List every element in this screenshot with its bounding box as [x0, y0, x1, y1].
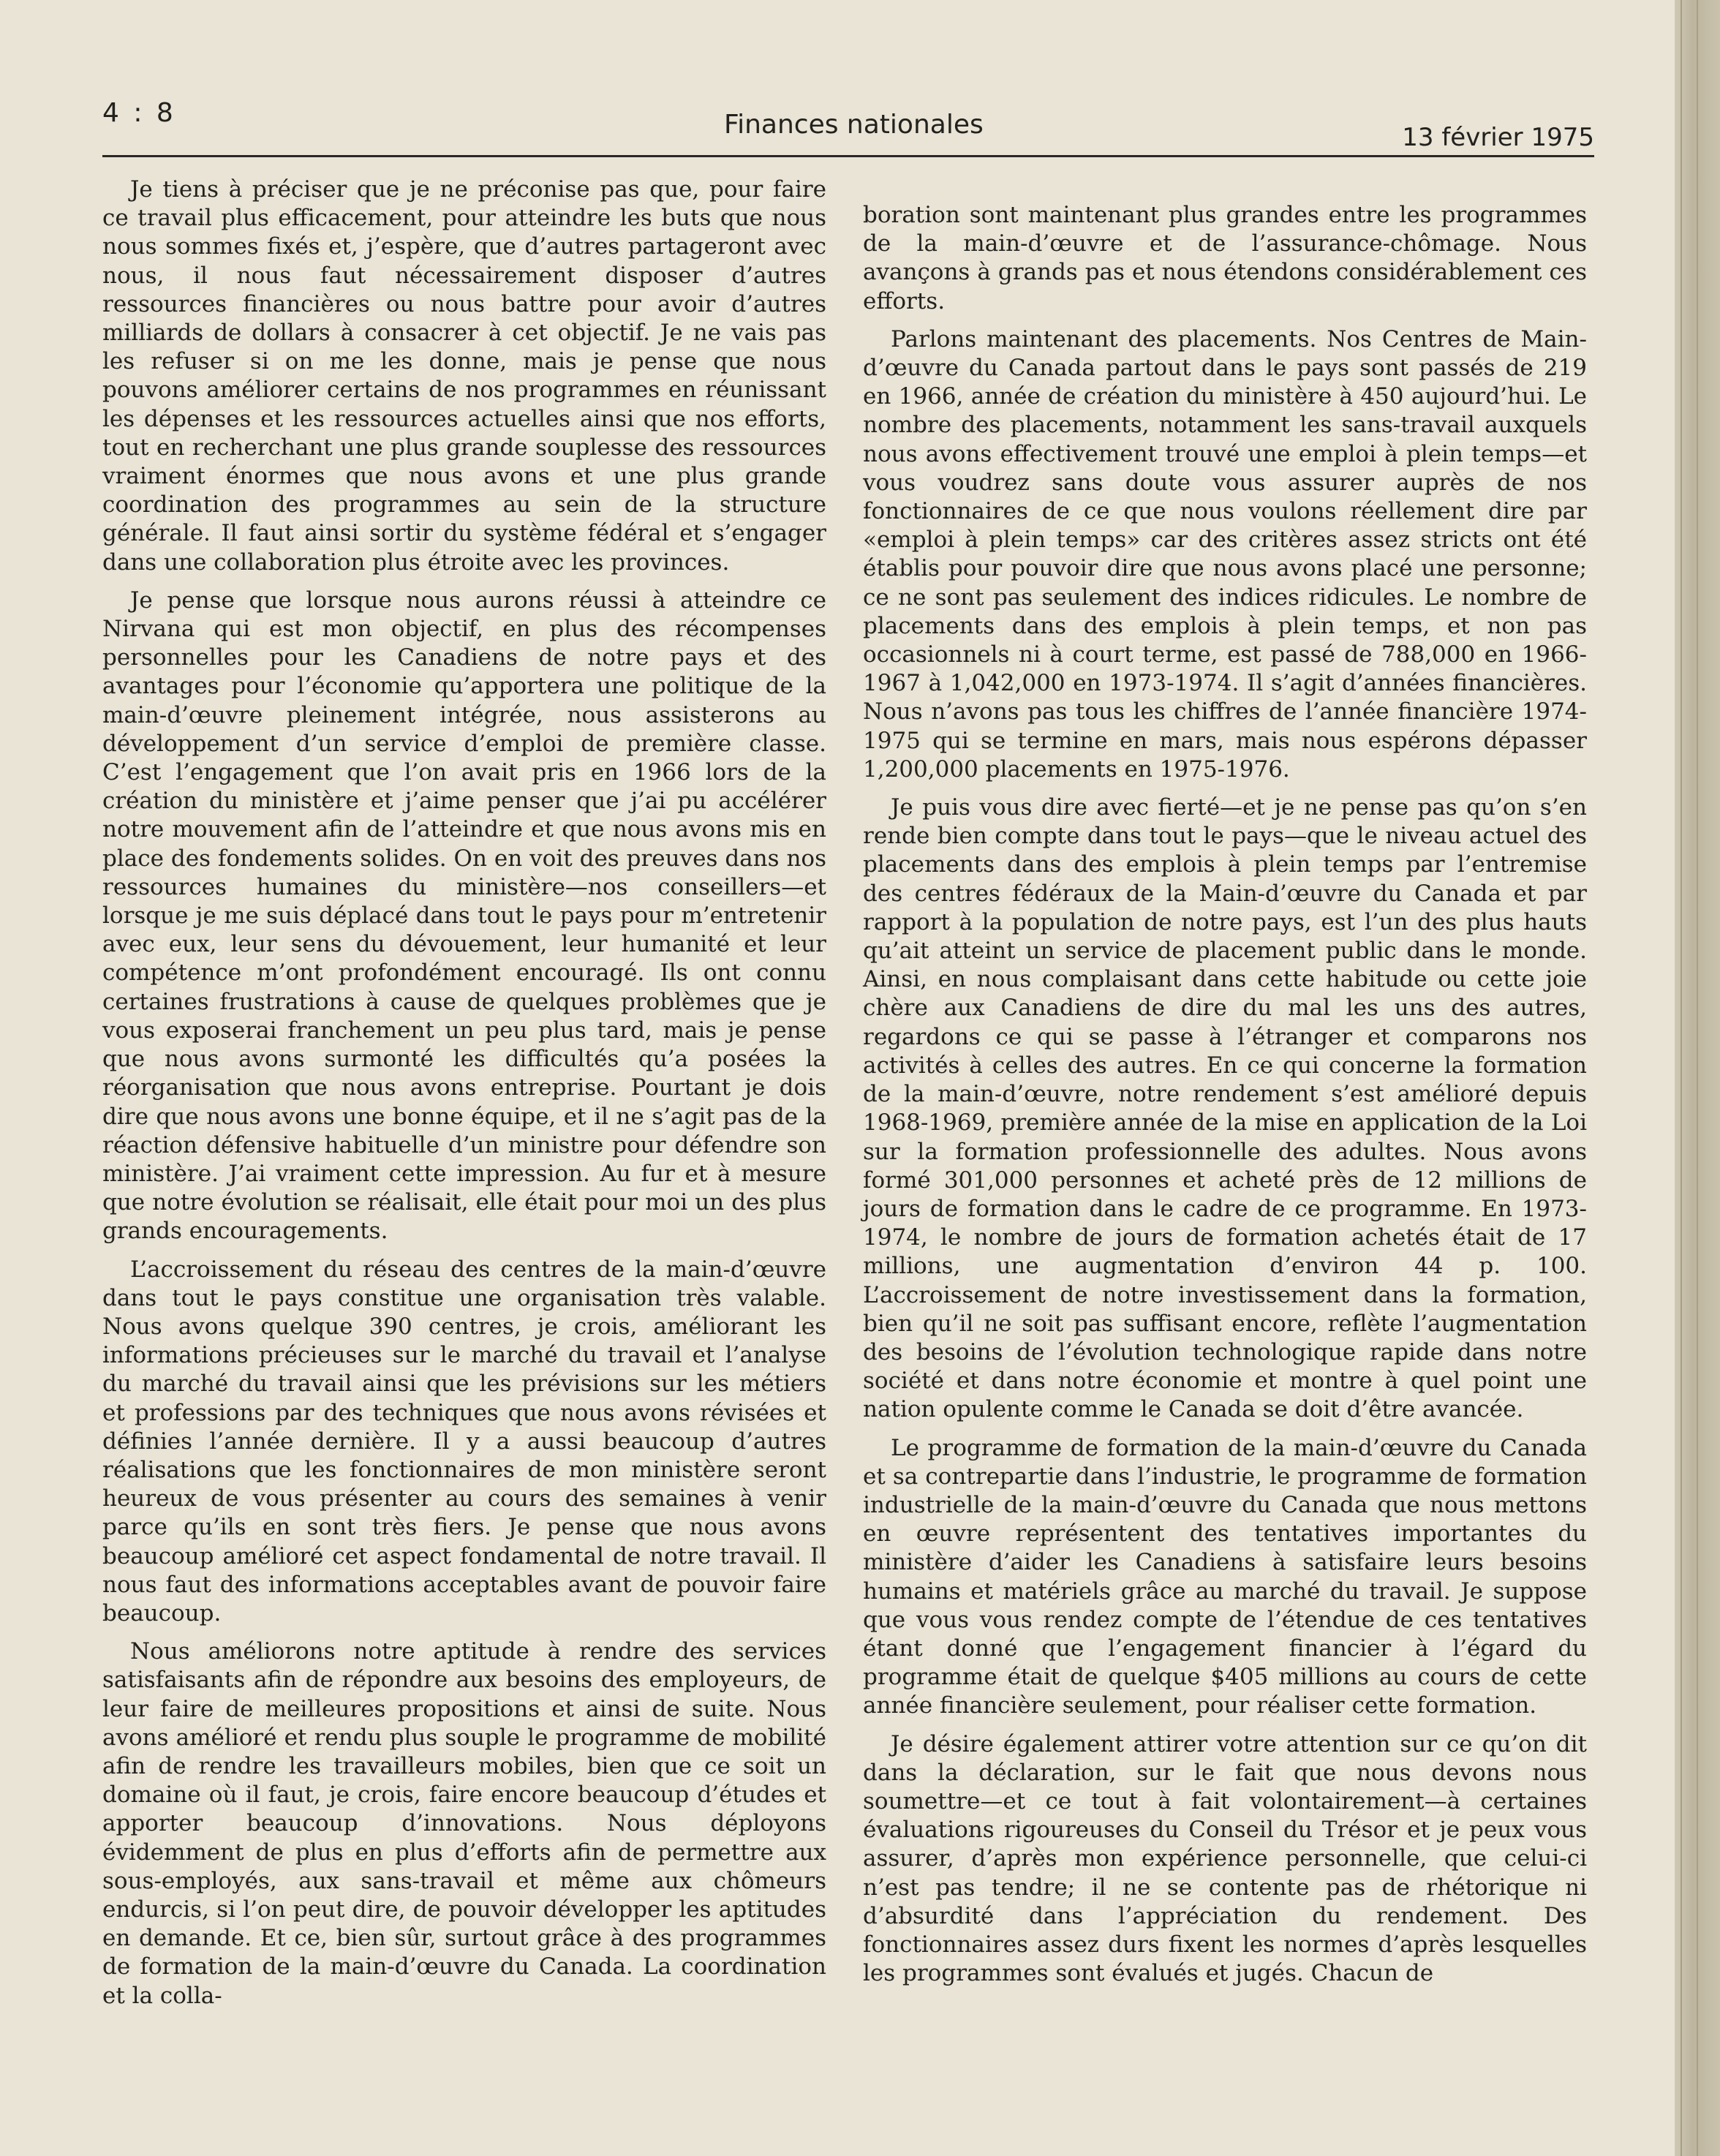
- publication-date: 13 février 1975: [1402, 123, 1594, 152]
- paragraph: Je tiens à préciser que je ne préconise pas que, pour faire ce travail plus efficacement, pour atteindre les buts que nous nous sommes fixés et, j’espère, que d’autres partageront avec nous, il nous faut nécessairement disposer d’autres ressources financières ou nous battre pour avoir d’autres milliards de dollars à consacrer à cet objectif. Je ne vais pas les refuser si on me les donne, mais je pense que nous pouvons améliorer certains de nos programmes en réunissant les dépenses et les ressources actuelles ainsi que nos efforts, tout en recherchant une plus grande souplesse des ressources vraiment énormes que nous avons et une plus grande coordination des programmes au sein de la structure générale. Il faut ainsi sortir du système fédéral et s’engager dans une collaboration plus étroite avec les provinces.: [102, 176, 826, 576]
- binding-edge: [1675, 0, 1720, 2156]
- paragraph: Le programme de formation de la main-d’œuvre du Canada et sa contrepartie dans l’industrie, le programme de formation industrielle de la main-d’œuvre du Canada que nous mettons en œuvre représentent des tentatives importantes du ministère d’aider les Canadiens à satisfaire leurs besoins humains et matériels grâce au marché du travail. Je suppose que vous vous rendez compte de l’étendue de ces tentatives étant donné que l’engagement financier à l’égard du programme était de quelque $405 millions au cours de cette année financière seulement, pour réaliser cette formation.: [863, 1434, 1587, 1719]
- paragraph: Nous améliorons notre aptitude à rendre des services satisfaisants afin de répondre aux besoins des employeurs, de leur faire de meilleures propositions et ainsi de suite. Nous avons amélioré et rendu plus souple le programme de mobilité afin de rendre les travailleurs mobiles, bien que ce soit un domaine où il faut, je crois, faire encore beaucoup d’études et apporter beaucoup d’innovations. Nous déployons évidemment de plus en plus d’efforts afin de permettre aux sous-employés, aux sans-travail et même aux chômeurs endurcis, si l’on peut dire, de pouvoir développer les aptitudes en demande. Et ce, bien sûr, surtout grâce à des programmes de formation de la main-d’œuvre du Canada. La coordination et la colla-: [102, 1638, 826, 2009]
- right-column: [863, 201, 1587, 1997]
- page-number: 4 : 8: [102, 98, 176, 128]
- paragraph-continued: boration sont maintenant plus grandes entre les programmes de la main-d’œuvre et de l’assurance-chômage. Nous avançons à grands pas et nous étendons considérablement ces efforts.: [863, 202, 1587, 314]
- left-column: [102, 176, 826, 2020]
- paragraph: Je pense que lorsque nous aurons réussi à atteindre ce Nirvana qui est mon objectif, en plus des récompenses personnelles pour les Canadiens de notre pays et des avantages pour l’économie qu’apportera une politique de la main-d’œuvre pleinement intégrée, nous assisterons au développement d’un service d’emploi de première classe. C’est l’engagement que l’on avait pris en 1966 lors de la création du ministère et j’aime penser que j’ai pu accélérer notre mouvement afin de l’atteindre et que nous avons mis en place des fondements solides. On en voit des preuves dans nos ressources humaines du ministère—nos conseillers—et lorsque je me suis déplacé dans tout le pays pour m’entretenir avec eux, leur sens du dévouement, leur humanité et leur compétence m’ont profondément encouragé. Ils ont connu certaines frustrations à cause de quelques problèmes que je vous exposerai franchement un peu plus tard, mais je pense que nous avons surmonté les difficultés qu’a posées la réorganisation que nous avons entreprise. Pourtant je dois dire que nous avons une bonne équipe, et il ne s’agit pas de la réaction défensive habituelle d’un ministre pour défendre son ministère. J’ai vraiment cette impression. Au fur et à mesure que notre évolution se réalisait, elle était pour moi un des plus grands encouragements.: [102, 587, 826, 1245]
- paragraph: L’accroissement du réseau des centres de la main-d’œuvre dans tout le pays constitue une organisation très valable. Nous avons quelque 390 centres, je crois, améliorant les informations précieuses sur le marché du travail et l’analyse du marché du travail ainsi que les prévisions sur les métiers et professions par des techniques que nous avons révisées et définies l’année dernière. Il y a aussi beaucoup d’autres réalisations que les fonctionnaires de mon ministère seront heureux de vous présenter au cours des semaines à venir parce qu’ils en sont très fiers. Je pense que nous avons beaucoup amélioré cet aspect fondamental de notre travail. Il nous faut des informations acceptables avant de pouvoir faire beaucoup.: [102, 1256, 826, 1627]
- paragraph: Je désire également attirer votre attention sur ce qu’on dit dans la déclaration, sur le fait que nous devons nous soumettre—et ce tout à fait volontairement—à certaines évaluations rigoureuses du Conseil du Trésor et je peux vous assurer, d’après mon expérience personnelle, que celui-ci n’est pas tendre; il ne se contente pas de rhétorique ni d’absurdité dans l’appréciation du rendement. Des fonctionnaires assez durs fixent les normes d’après lesquelles les programmes sont évalués et jugés. Chacun de: [863, 1730, 1587, 1987]
- page-header: [102, 94, 1594, 159]
- header-rule: [102, 155, 1594, 157]
- publication-title: Finances nationales: [724, 110, 984, 140]
- paragraph: Je puis vous dire avec fierté—et je ne pense pas qu’on s’en rende bien compte dans tout le pays—que le niveau actuel des placements dans des emplois à plein temps par l’entremise des centres fédéraux de la Main-d’œuvre du Canada et par rapport à la population de notre pays, est l’un des plus hauts qu’ait atteint un service de placement public dans le monde. Ainsi, en nous complaisant dans cette habitude ou cette joie chère aux Canadiens de dire du mal les uns des autres, regardons ce qui se passe à l’étranger et comparons nos activités à celles des autres. En ce qui concerne la formation de la main-d’œuvre, notre rendement s’est amélioré depuis 1968-1969, première année de la mise en application de la Loi sur la formation professionnelle des adultes. Nous avons formé 301,000 personnes et acheté près de 12 millions de jours de formation dans le cadre de ce programme. En 1973-1974, le nombre de jours de formation achetés était de 17 millions, une augmentation d’environ 44 p. 100. L’accroissement de notre investissement dans la formation, bien qu’il ne soit pas suffisant encore, reflète l’augmentation des besoins de l’évolution technologique rapide dans notre société et dans notre économie et montre à quel point une nation opulente comme le Canada se doit d’être avancée.: [863, 794, 1587, 1423]
- edge-line: [1697, 0, 1698, 2156]
- edge-line: [1681, 0, 1682, 2156]
- paragraph: Parlons maintenant des placements. Nos Centres de Main-d’œuvre du Canada partout dans le pays sont passés de 219 en 1966, année de création du ministère à 450 aujourd’hui. Le nombre des placements, notamment les sans-travail auxquels nous avons effectivement trouvé une emploi à plein temps—et vous voudrez sans doute vous assurer auprès de nos fonctionnaires de ce que nous voulons réellement dire par «emploi à plein temps» car des critères assez stricts ont été établis pour pouvoir dire que nous avons placé une personne; ce ne sont pas seulement des indices ridicules. Le nombre de placements dans des emplois à plein temps, et non pas occasionnels ni à court terme, est passé de 788,000 en 1966-1967 à 1,042,000 en 1973-1974. Il s’agit d’années financières. Nous n’avons pas tous les chiffres de l’année financière 1974-1975 qui se termine en mars, mais nous espérons dépasser 1,200,000 placements en 1975-1976.: [863, 325, 1587, 783]
